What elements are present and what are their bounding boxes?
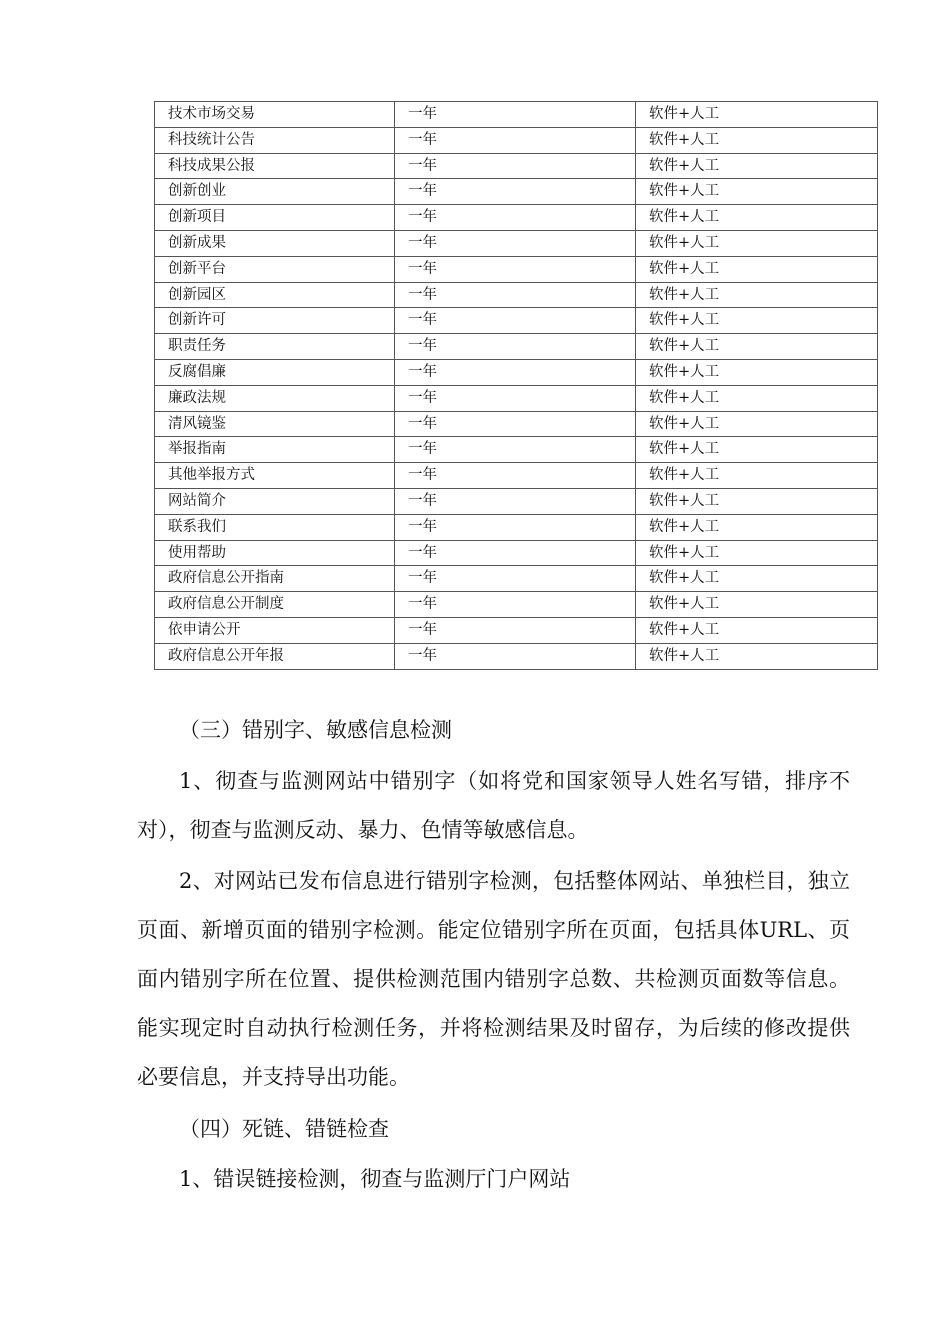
method-cell: 软件+人工 <box>636 592 878 618</box>
table-row <box>155 334 878 360</box>
method-cell: 软件+人工 <box>636 514 878 540</box>
section-4-paragraph-1: 1、错误链接检测，彻查与监测厅门户网站 <box>179 1167 571 1191</box>
section-3-paragraph-2: 2、对网站已发布信息进行错别字检测，包括整体网站、单独栏目，独立页面、新增页面的错别字检测。能定位错别字所在页面，包括具体URL、页面内错别字所在位置、提供检测范围内错别字总数、共检测页面数等信息。能实现定时自动执行检测任务，并将检测结果及时留存，为后续的修改提供必要信息，并支持导出功能。 <box>137 869 850 1089</box>
method-cell: 软件+人工 <box>636 334 878 360</box>
table-row <box>155 256 878 282</box>
column-name-cell: 政府信息公开制度 <box>155 592 395 618</box>
column-name-cell: 职责任务 <box>155 334 395 360</box>
table-row <box>155 102 878 128</box>
column-name-cell: 创新平台 <box>155 256 395 282</box>
method-cell: 软件+人工 <box>636 102 878 128</box>
period-cell: 一年 <box>395 566 636 592</box>
table-row <box>155 179 878 205</box>
column-name-cell: 科技统计公告 <box>155 127 395 153</box>
method-cell: 软件+人工 <box>636 359 878 385</box>
method-cell: 软件+人工 <box>636 282 878 308</box>
column-name-cell: 政府信息公开年报 <box>155 643 395 669</box>
column-name-cell: 廉政法规 <box>155 385 395 411</box>
table-row <box>155 643 878 669</box>
period-cell: 一年 <box>395 514 636 540</box>
method-cell: 软件+人工 <box>636 437 878 463</box>
table-row <box>155 127 878 153</box>
method-cell: 软件+人工 <box>636 127 878 153</box>
period-cell: 一年 <box>395 437 636 463</box>
table-row <box>155 592 878 618</box>
column-name-cell: 科技成果公报 <box>155 153 395 179</box>
method-cell: 软件+人工 <box>636 205 878 231</box>
period-cell: 一年 <box>395 308 636 334</box>
table-row <box>155 437 878 463</box>
column-name-cell: 创新许可 <box>155 308 395 334</box>
period-cell: 一年 <box>395 411 636 437</box>
method-cell: 软件+人工 <box>636 488 878 514</box>
table-row <box>155 488 878 514</box>
column-name-cell: 使用帮助 <box>155 540 395 566</box>
schedule-table-body <box>155 102 878 670</box>
table-row <box>155 153 878 179</box>
period-cell: 一年 <box>395 282 636 308</box>
schedule-table-wrapper <box>154 101 835 670</box>
column-name-cell: 举报指南 <box>155 437 395 463</box>
table-row <box>155 566 878 592</box>
method-cell: 软件+人工 <box>636 179 878 205</box>
method-cell: 软件+人工 <box>636 153 878 179</box>
column-name-cell: 反腐倡廉 <box>155 359 395 385</box>
period-cell: 一年 <box>395 592 636 618</box>
column-name-cell: 网站简介 <box>155 488 395 514</box>
column-name-cell: 创新成果 <box>155 230 395 256</box>
period-cell: 一年 <box>395 205 636 231</box>
table-row <box>155 205 878 231</box>
table-row <box>155 540 878 566</box>
column-name-cell: 其他举报方式 <box>155 463 395 489</box>
table-row <box>155 385 878 411</box>
method-cell: 软件+人工 <box>636 643 878 669</box>
period-cell: 一年 <box>395 102 636 128</box>
column-name-cell: 技术市场交易 <box>155 102 395 128</box>
method-cell: 软件+人工 <box>636 230 878 256</box>
method-cell: 软件+人工 <box>636 411 878 437</box>
table-row <box>155 463 878 489</box>
period-cell: 一年 <box>395 153 636 179</box>
method-cell: 软件+人工 <box>636 385 878 411</box>
column-name-cell: 清风镜鉴 <box>155 411 395 437</box>
period-cell: 一年 <box>395 385 636 411</box>
period-cell: 一年 <box>395 463 636 489</box>
column-name-cell: 创新项目 <box>155 205 395 231</box>
table-row <box>155 282 878 308</box>
table-row <box>155 230 878 256</box>
method-cell: 软件+人工 <box>636 308 878 334</box>
method-cell: 软件+人工 <box>636 566 878 592</box>
column-name-cell: 依申请公开 <box>155 617 395 643</box>
period-cell: 一年 <box>395 643 636 669</box>
period-cell: 一年 <box>395 256 636 282</box>
section-3-heading: （三）错别字、敏感信息检测 <box>179 718 452 742</box>
column-name-cell: 联系我们 <box>155 514 395 540</box>
period-cell: 一年 <box>395 127 636 153</box>
table-row <box>155 359 878 385</box>
method-cell: 软件+人工 <box>636 256 878 282</box>
table-row <box>155 617 878 643</box>
column-name-cell: 政府信息公开指南 <box>155 566 395 592</box>
table-row <box>155 514 878 540</box>
column-name-cell: 创新创业 <box>155 179 395 205</box>
period-cell: 一年 <box>395 617 636 643</box>
period-cell: 一年 <box>395 488 636 514</box>
period-cell: 一年 <box>395 540 636 566</box>
method-cell: 软件+人工 <box>636 463 878 489</box>
period-cell: 一年 <box>395 334 636 360</box>
method-cell: 软件+人工 <box>636 540 878 566</box>
table-row <box>155 411 878 437</box>
period-cell: 一年 <box>395 179 636 205</box>
column-name-cell: 创新园区 <box>155 282 395 308</box>
schedule-table <box>154 101 878 670</box>
table-row <box>155 308 878 334</box>
period-cell: 一年 <box>395 359 636 385</box>
method-cell: 软件+人工 <box>636 617 878 643</box>
section-3-paragraph-1: 1、彻查与监测网站中错别字（如将党和国家领导人姓名写错，排序不对），彻查与监测反动、暴力、色情等敏感信息。 <box>137 769 850 842</box>
period-cell: 一年 <box>395 230 636 256</box>
section-4-heading: （四）死链、错链检查 <box>179 1117 389 1141</box>
